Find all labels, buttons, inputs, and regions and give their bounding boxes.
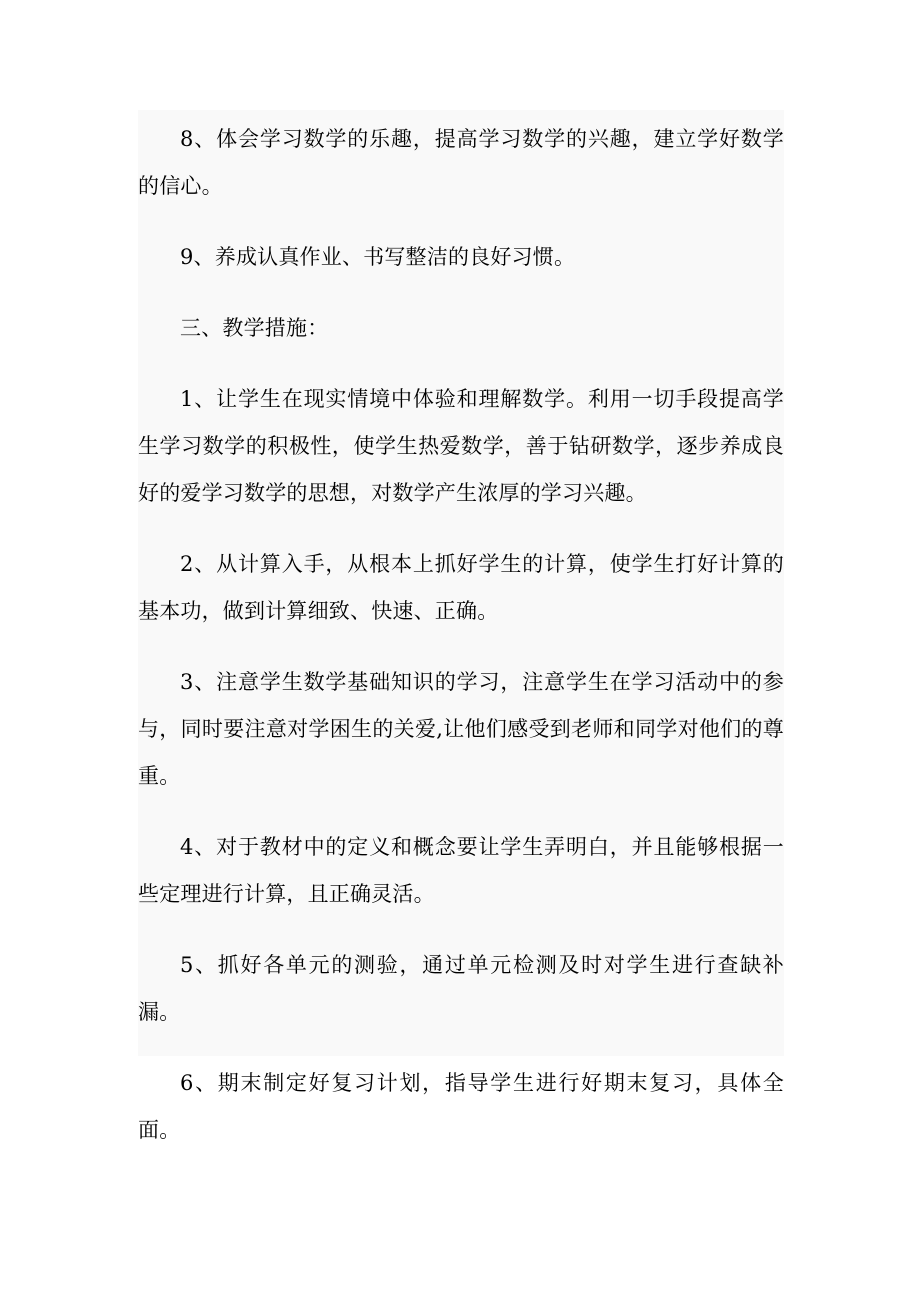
paragraph-measure-6: 6、期末制定好复习计划，指导学生进行好期末复习，具体全面。 <box>138 1071 784 1142</box>
document-body <box>138 110 784 1142</box>
paragraph-goal-9: 9、养成认真作业、书写整洁的良好习惯。 <box>180 245 576 269</box>
paragraph-measure-5: 5、抓好各单元的测验，通过单元检测及时对学生进行查缺补漏。 <box>138 953 784 1024</box>
paragraph-measure-3: 3、注意学生数学基础知识的学习，注意学生在学习活动中的参与，同时要注意对学困生的关爱,让他们感受到老师和同学对他们的尊重。 <box>138 670 784 788</box>
paragraph-measure-2: 2、从计算入手，从根本上抓好学生的计算，使学生打好计算的基本功，做到计算细致、快速、正确。 <box>138 552 784 623</box>
paragraph-measure-4: 4、对于教材中的定义和概念要让学生弄明白，并且能够根据一些定理进行计算，且正确灵活。 <box>138 835 784 906</box>
paragraph-measure-1: 1、让学生在现实情境中体验和理解数学。利用一切手段提高学生学习数学的积极性，使学生热爱数学，善于钻研数学，逐步养成良好的爱学习数学的思想，对数学产生浓厚的学习兴趣。 <box>138 387 784 505</box>
paragraph-goal-8: 8、体会学习数学的乐趣，提高学习数学的兴趣，建立学好数学的信心。 <box>138 127 784 198</box>
section-heading-teaching-measures: 三、教学措施： <box>180 316 329 340</box>
